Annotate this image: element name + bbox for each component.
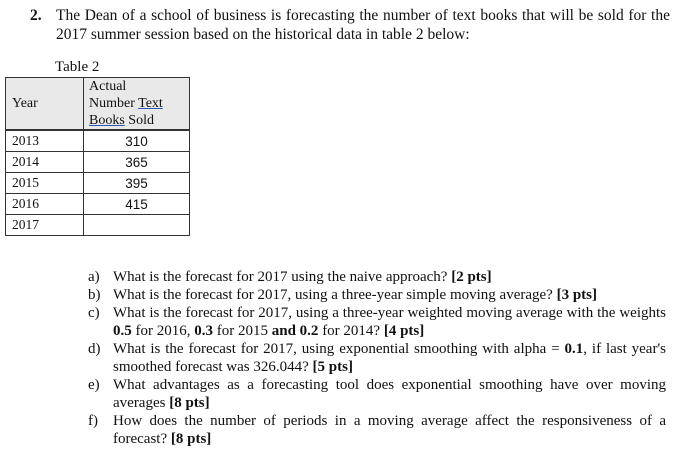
header-actual-line3a: Books (89, 113, 125, 128)
sub-question-text: What is the forecast for 2017, using a three-year simple moving average? (113, 287, 557, 303)
sub-question-text: What is the forecast for 2017 using the naive approach? (113, 269, 452, 285)
row-value: 395 (84, 173, 190, 194)
question-intro (30, 6, 670, 44)
row-value: 415 (84, 194, 190, 215)
table-row (6, 215, 190, 236)
row-value: 310 (84, 130, 190, 152)
sub-question-d (88, 340, 666, 376)
sub-question-c (88, 304, 666, 340)
points-label: [4 pts] (383, 323, 425, 339)
sub-question-marker: c) (88, 305, 100, 321)
sub-question-text: for 2015 (213, 323, 272, 339)
header-actual-line1: Actual (89, 79, 127, 94)
sub-question-marker: a) (88, 269, 100, 285)
points-label: [3 pts] (556, 287, 598, 303)
sub-question-text: What is the forecast for 2017, using a three-year weighted moving average with the weights (113, 305, 666, 321)
sub-question-text: How does the number of periods in a moving average affect the responsiveness of a forecast? (113, 413, 666, 447)
question-number: 2. (30, 7, 42, 24)
weight-2014: and 0.2 (271, 323, 319, 339)
sub-question-marker: b) (88, 287, 101, 303)
sub-question-text: for 2014? (318, 323, 384, 339)
sub-question-f (88, 412, 666, 448)
table-row (6, 130, 190, 152)
row-year: 2015 (6, 173, 84, 194)
row-year: 2014 (6, 152, 84, 173)
header-year: Year (6, 78, 84, 131)
table-header-row (6, 78, 190, 131)
sales-table (5, 77, 190, 236)
table-row (6, 152, 190, 173)
sub-question-e (88, 376, 666, 412)
row-year: 2017 (6, 215, 84, 236)
points-label: [8 pts] (169, 395, 210, 411)
row-year: 2016 (6, 194, 84, 215)
row-year: 2013 (6, 130, 84, 152)
weight-2016: 0.5 (113, 323, 132, 339)
sub-question-text: What is the forecast for 2017, using exponential smoothing with alpha = (113, 341, 565, 357)
question-text: The Dean of a school of business is forecasting the number of text books that will be sold for the 2017 summer session based on the historical data in table 2 below: (56, 7, 670, 43)
sub-questions-list (88, 268, 666, 448)
sub-question-text: , if last year's smoothed forecast was 326.044? (113, 341, 666, 375)
table-row (6, 194, 190, 215)
row-value: 365 (84, 152, 190, 173)
sub-question-marker: e) (88, 377, 100, 393)
sub-question-marker: d) (88, 341, 101, 357)
header-actual-line2a: Number (89, 96, 139, 111)
table-caption: Table 2 (55, 59, 100, 75)
sub-question-a (88, 268, 666, 286)
header-actual-line3b: Sold (124, 113, 154, 128)
table-row (6, 173, 190, 194)
sub-question-text: What advantages as a forecasting tool does exponential smoothing have over moving averages (113, 377, 666, 411)
sub-question-marker: f) (88, 413, 98, 429)
row-value (84, 215, 190, 236)
sub-question-b (88, 286, 666, 304)
points-label: [5 pts] (312, 359, 353, 375)
header-actual-line2b: Text (138, 96, 163, 111)
points-label: [8 pts] (170, 431, 212, 447)
sub-question-text: for 2016, (131, 323, 195, 339)
alpha-value: 0.1 (564, 341, 584, 357)
header-actual (84, 78, 190, 131)
weight-2015: 0.3 (194, 323, 213, 339)
points-label: [2 pts] (451, 269, 492, 285)
